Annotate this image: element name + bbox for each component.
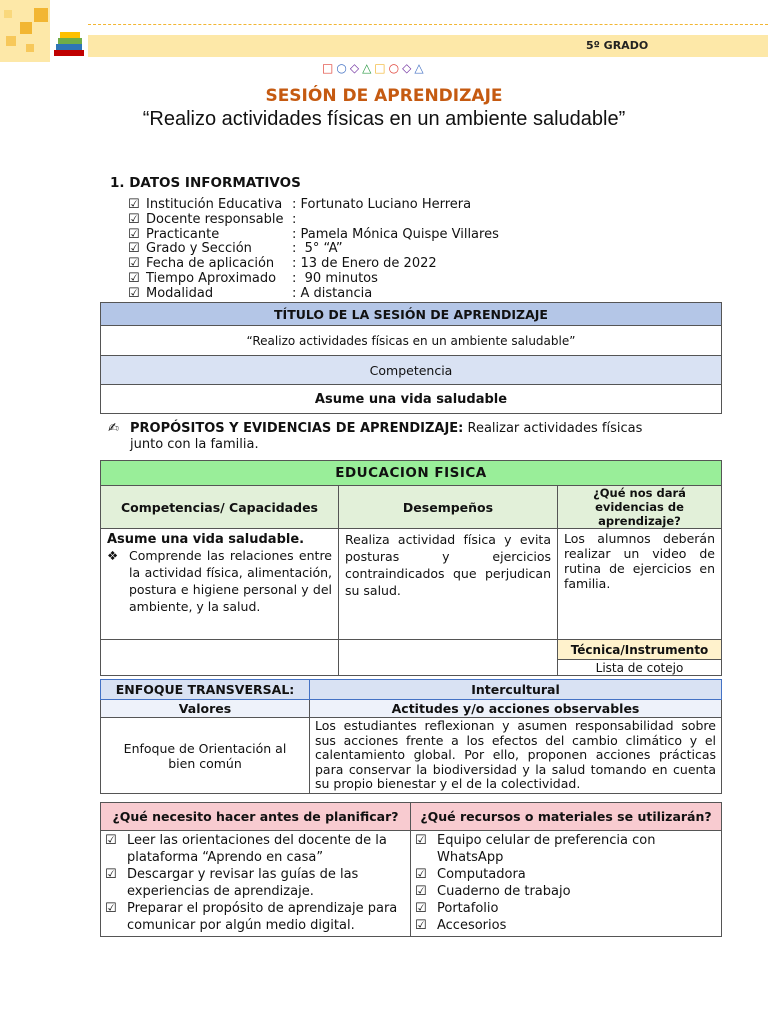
list-item-text: Leer las orientaciones del docente de la plataforma “Aprendo en casa”: [127, 833, 387, 865]
list-item-text: Descargar y revisar las guías de las experiencias de aprendizaje.: [127, 867, 359, 899]
datos-row: [128, 272, 499, 287]
diamond-bullet-icon: ❖: [107, 548, 119, 563]
col-valores: Valores: [101, 700, 310, 718]
shape-icon: ○: [336, 61, 350, 75]
shape-decoration: [322, 61, 427, 75]
shape-icon: △: [414, 61, 427, 75]
corner-decoration: [0, 0, 50, 62]
comp-title: Asume una vida saludable.: [107, 532, 305, 547]
header-dashed-line: [88, 24, 768, 25]
datos-section-title: 1. DATOS INFORMATIVOS: [110, 175, 301, 191]
header-band: [88, 35, 768, 57]
tecnica-value: Lista de cotejo: [558, 660, 722, 676]
datos-label: Practicante: [146, 226, 220, 242]
datos-value: : 5° “A”: [292, 241, 343, 257]
checkbox-icon: ☑: [128, 270, 140, 286]
shape-icon: △: [362, 61, 375, 75]
datos-row: [128, 242, 499, 257]
list-item: [415, 917, 715, 934]
list-item: [105, 900, 404, 934]
checkbox-icon: ☑: [105, 833, 117, 848]
valor-cell: Enfoque de Orientación al bien común: [101, 718, 310, 794]
col-desempenos: Desempeños: [339, 486, 558, 529]
datos-label: Grado y Sección: [146, 241, 252, 257]
datos-value: : A distancia: [292, 285, 373, 301]
list-item-text: Preparar el propósito de aprendizaje para comunicar por algún medio digital.: [127, 901, 398, 933]
datos-label: Institución Educativa: [146, 197, 283, 212]
grade-label: 5º GRADO: [586, 39, 649, 52]
shape-icon: ◇: [402, 61, 415, 75]
datos-label: Tiempo Aproximado: [146, 270, 277, 286]
checkbox-icon: ☑: [128, 285, 140, 301]
col-antes: ¿Qué necesito hacer antes de planificar?: [101, 803, 411, 831]
enfoque-table: [100, 679, 722, 794]
checkbox-icon: ☑: [128, 241, 140, 257]
pen-icon: ✍: [108, 421, 119, 436]
checkbox-icon: ☑: [415, 884, 427, 899]
books-icon: [52, 30, 86, 58]
recursos-table: [100, 802, 722, 937]
session-heading: SESIÓN DE APRENDIZAJE: [265, 86, 503, 106]
datos-list: [128, 198, 499, 302]
datos-row: [128, 198, 499, 213]
list-item: [415, 866, 715, 883]
checkbox-icon: ☑: [128, 197, 140, 212]
session-title-table: [100, 302, 722, 414]
list-item: [415, 832, 715, 866]
checkbox-icon: ☑: [415, 918, 427, 933]
list-item-text: Computadora: [437, 867, 526, 882]
datos-value: :: [292, 211, 297, 227]
checkbox-icon: ☑: [415, 901, 427, 916]
list-item: [105, 866, 404, 900]
session-title-text: “Realizo actividades físicas en un ambiente saludable”: [101, 326, 722, 356]
shape-icon: □: [322, 61, 337, 75]
desempeno-cell: Realiza actividad física y evita posturas y ejercicios contraindicados que perjudican su salud.: [339, 529, 558, 640]
col-competencias: Competencias/ Capacidades: [101, 486, 339, 529]
list-item-text: Accesorios: [437, 918, 507, 933]
datos-value: : 13 de Enero de 2022: [292, 256, 437, 272]
empty-cell: [339, 640, 558, 676]
propositos-label: PROPÓSITOS Y EVIDENCIAS DE APRENDIZAJE:: [130, 421, 464, 436]
shape-icon: □: [374, 61, 389, 75]
enfoque-label: ENFOQUE TRANSVERSAL:: [101, 680, 310, 700]
col-evidencias: ¿Qué nos dará evidencias de aprendizaje?: [558, 486, 722, 529]
evidencia-cell: Los alumnos deberán realizar un video de rutina de ejercicios en familia.: [558, 529, 722, 640]
checkbox-icon: ☑: [128, 226, 140, 242]
checkbox-icon: ☑: [128, 256, 140, 272]
list-item-text: Portafolio: [437, 901, 499, 916]
checkbox-icon: ☑: [105, 901, 117, 916]
col-actitudes: Actitudes y/o acciones observables: [310, 700, 722, 718]
antes-cell: [101, 831, 411, 937]
actitud-cell: Los estudiantes reflexionan y asumen responsabilidad sobre sus acciones frente a los efectos del cambio climático y el calentamiento global. Por ello, proponen acciones prácticas para conservar la biodiversidad y la salud tomando en cuenta su propio bienestar y el de la colectividad.: [310, 718, 722, 794]
competencia-cell: [101, 529, 339, 640]
educacion-title: EDUCACION FISICA: [101, 461, 722, 486]
datos-value: : Fortunato Luciano Herrera: [292, 197, 472, 212]
checkbox-icon: ☑: [128, 211, 140, 227]
checkbox-icon: ☑: [105, 867, 117, 882]
propositos: [108, 421, 678, 453]
datos-label: Fecha de aplicación: [146, 256, 275, 272]
datos-value: : Pamela Mónica Quispe Villares: [292, 226, 499, 242]
materiales-cell: [411, 831, 722, 937]
col-materiales: ¿Qué recursos o materiales se utilizarán?: [411, 803, 722, 831]
datos-row: [128, 257, 499, 272]
shape-icon: ◇: [349, 61, 363, 75]
propositos-text: Realizar actividades físicas junto con la familia.: [130, 421, 643, 452]
datos-row: [128, 228, 499, 243]
list-item: [105, 832, 404, 866]
datos-label: Docente responsable: [146, 211, 284, 227]
session-title-header: TÍTULO DE LA SESIÓN DE APRENDIZAJE: [101, 303, 722, 326]
comp-item: Comprende las relaciones entre la actividad física, alimentación, postura e higiene personal y del ambiente, y la salud.: [129, 548, 332, 614]
enfoque-value: Intercultural: [310, 680, 722, 700]
list-item-text: Cuaderno de trabajo: [437, 884, 571, 899]
datos-row: [128, 287, 499, 302]
competencia-value: Asume una vida saludable: [101, 385, 722, 414]
list-item: [415, 900, 715, 917]
datos-value: : 90 minutos: [292, 270, 378, 286]
shape-icon: ○: [388, 61, 403, 75]
empty-cell: [101, 640, 339, 676]
datos-row: [128, 213, 499, 228]
list-item: [415, 883, 715, 900]
datos-label: Modalidad: [146, 285, 214, 301]
session-title: “Realizo actividades físicas en un ambiente saludable”: [142, 108, 626, 130]
educacion-fisica-table: [100, 460, 722, 676]
competencia-label: Competencia: [101, 356, 722, 385]
tecnica-label: Técnica/Instrumento: [558, 640, 722, 660]
checkbox-icon: ☑: [415, 867, 427, 882]
list-item-text: Equipo celular de preferencia con WhatsApp: [437, 833, 656, 865]
checkbox-icon: ☑: [415, 833, 427, 848]
